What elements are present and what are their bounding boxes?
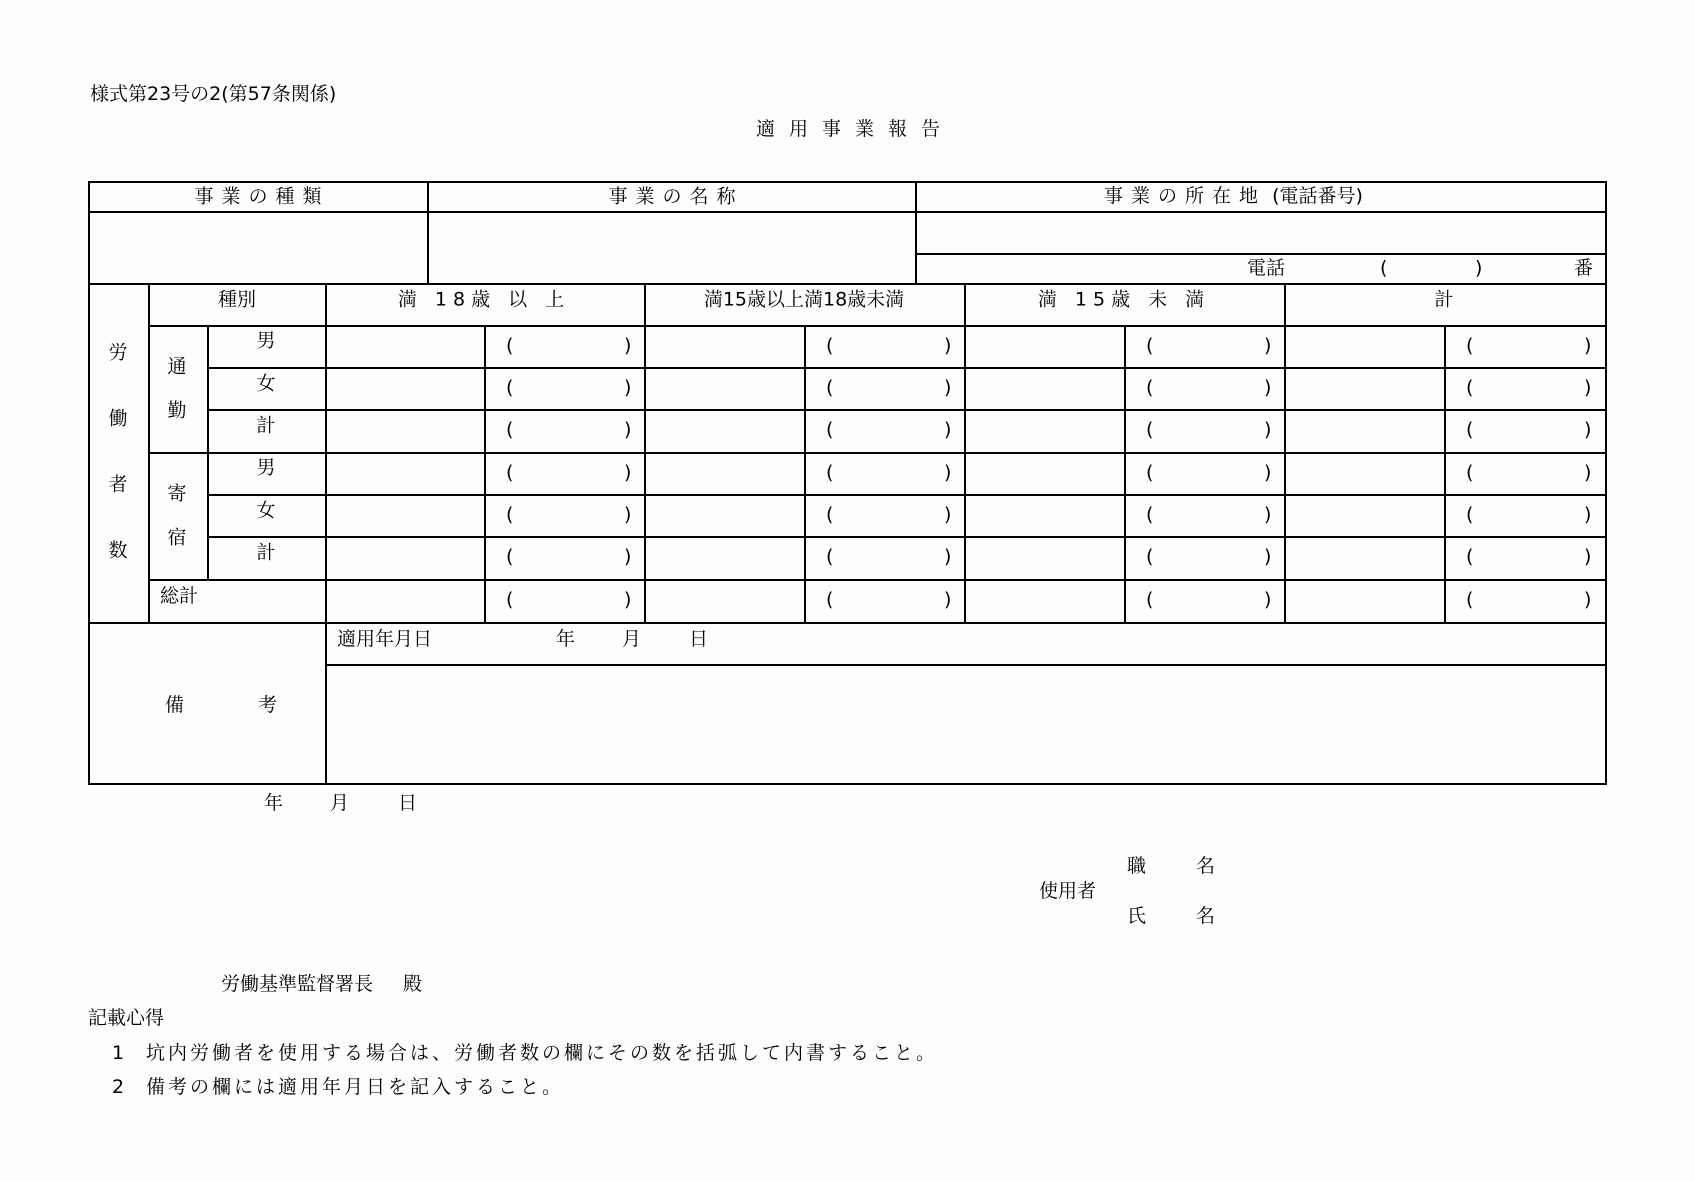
underground-count-field[interactable]	[520, 332, 620, 360]
worker-count-field[interactable]	[968, 412, 1120, 448]
paren-open: (	[826, 418, 834, 441]
underground-count-field[interactable]	[840, 543, 940, 571]
report-date-month: 月	[330, 792, 350, 814]
paren-close: )	[944, 588, 952, 611]
group-commute-label: 勤	[167, 399, 187, 422]
underground-count-field[interactable]	[1160, 586, 1260, 614]
worker-count-field[interactable]	[648, 497, 800, 533]
group-dormitory-label: 宿	[167, 526, 187, 549]
addressee-honorific: 殿	[403, 973, 423, 995]
worker-count-field[interactable]	[648, 412, 800, 448]
location-phone-note: (電話番号)	[1272, 185, 1363, 207]
name-label: 氏 名	[1127, 905, 1238, 927]
worker-count-field[interactable]	[329, 412, 481, 448]
paren-open: (	[1146, 461, 1154, 484]
position-label: 職 名	[1127, 855, 1238, 877]
workers-label-char: 者	[108, 473, 128, 496]
paren-close: )	[1584, 503, 1592, 526]
group-dormitory-label: 寄	[167, 482, 187, 505]
row-label-subtotal: 計	[256, 541, 276, 564]
paren-close: )	[624, 503, 632, 526]
business-name-field[interactable]	[431, 215, 911, 279]
addressee	[221, 975, 422, 994]
underground-count-field[interactable]	[1160, 459, 1260, 487]
column-header-15-18: 満15歳以上満18歳未満	[703, 288, 905, 311]
paren-close: )	[1264, 334, 1272, 357]
paren-close: )	[944, 503, 952, 526]
addressee-office: 労働基準監督署長	[221, 973, 374, 995]
apply-date-day: 日	[689, 628, 709, 650]
location-label: 事業の所在地	[1104, 185, 1267, 207]
underground-count-field[interactable]	[1160, 416, 1260, 444]
worker-count-field[interactable]	[329, 582, 481, 618]
paren-open: (	[506, 418, 514, 441]
paren-open: (	[1146, 588, 1154, 611]
underground-count-field[interactable]	[520, 459, 620, 487]
underground-count-field[interactable]	[1480, 416, 1580, 444]
phone-suffix: 番	[1574, 257, 1594, 279]
remarks-label: 備 考	[165, 694, 312, 716]
row-label-female: 女	[256, 499, 276, 522]
paren-open: (	[826, 588, 834, 611]
paren-close: )	[1264, 545, 1272, 568]
employer-label: 使用者	[1039, 880, 1097, 902]
worker-count-field[interactable]	[1288, 539, 1440, 575]
paren-close: )	[1584, 545, 1592, 568]
underground-count-field[interactable]	[1160, 543, 1260, 571]
underground-count-field[interactable]	[1480, 459, 1580, 487]
underground-count-field[interactable]	[1480, 501, 1580, 529]
worker-count-field[interactable]	[329, 497, 481, 533]
paren-open: (	[1146, 503, 1154, 526]
column-header-under-15: 満 15歳 未 満	[1037, 288, 1211, 311]
paren-open: (	[1466, 545, 1474, 568]
paren-close: )	[1264, 503, 1272, 526]
worker-count-field[interactable]	[648, 539, 800, 575]
paren-open: (	[506, 376, 514, 399]
paren-close: )	[624, 376, 632, 399]
paren-open: (	[1146, 376, 1154, 399]
phone-label: 電話	[1247, 257, 1286, 279]
paren-close: )	[1584, 461, 1592, 484]
paren-open: (	[506, 461, 514, 484]
worker-count-field[interactable]	[329, 328, 481, 364]
apply-date-label: 適用年月日	[337, 628, 433, 650]
paren-close: )	[1584, 588, 1592, 611]
worker-count-field[interactable]	[648, 455, 800, 491]
worker-count-field[interactable]	[968, 497, 1120, 533]
underground-count-field[interactable]	[1480, 374, 1580, 402]
paren-close: )	[624, 418, 632, 441]
report-date-year: 年	[264, 792, 284, 814]
note-text: 備考の欄には適用年月日を記入すること。	[146, 1076, 565, 1098]
workers-label-char: 労	[108, 341, 128, 364]
underground-count-field[interactable]	[1160, 501, 1260, 529]
paren-open: (	[1466, 461, 1474, 484]
paren-open: (	[1466, 334, 1474, 357]
underground-count-field[interactable]	[1480, 586, 1580, 614]
row-label-subtotal: 計	[256, 414, 276, 437]
paren-close: )	[1264, 418, 1272, 441]
paren-close: )	[1584, 334, 1592, 357]
worker-count-field[interactable]	[1288, 328, 1440, 364]
worker-count-field[interactable]	[968, 328, 1120, 364]
paren-close: )	[1584, 418, 1592, 441]
underground-count-field[interactable]	[520, 501, 620, 529]
paren-open: (	[1466, 376, 1474, 399]
paren-open: (	[506, 588, 514, 611]
paren-close: )	[944, 376, 952, 399]
underground-count-field[interactable]	[520, 586, 620, 614]
paren-close: )	[944, 334, 952, 357]
page-title: 適用事業報告	[756, 118, 955, 140]
paren-open: (	[826, 334, 834, 357]
apply-date-year: 年	[556, 628, 576, 650]
workers-label-char: 数	[108, 539, 128, 562]
paren-open: (	[826, 461, 834, 484]
underground-count-field[interactable]	[840, 332, 940, 360]
note-number: 2	[112, 1076, 125, 1098]
business-location-header	[1104, 187, 1363, 206]
paren-open: (	[1146, 545, 1154, 568]
worker-count-field[interactable]	[968, 370, 1120, 406]
paren-close: )	[624, 334, 632, 357]
paren-open: (	[506, 334, 514, 357]
paren-open: (	[1146, 334, 1154, 357]
paren-open: (	[1146, 418, 1154, 441]
business-name-header: 事業の名称	[608, 185, 744, 208]
paren-open: (	[826, 376, 834, 399]
underground-count-field[interactable]	[520, 374, 620, 402]
underground-count-field[interactable]	[520, 543, 620, 571]
note-text: 坑内労働者を使用する場合は、労働者数の欄にその数を括弧して内書すること。	[146, 1042, 939, 1064]
worker-count-field[interactable]	[1288, 455, 1440, 491]
paren-close: )	[944, 418, 952, 441]
phone-paren-open: (	[1380, 257, 1388, 279]
column-header-18-over: 満 18歳 以 上	[397, 288, 571, 311]
underground-count-field[interactable]	[840, 586, 940, 614]
category-header: 種別	[217, 288, 257, 311]
underground-count-field[interactable]	[840, 374, 940, 402]
business-location-field[interactable]	[919, 215, 1601, 249]
paren-open: (	[1466, 588, 1474, 611]
business-type-field[interactable]	[92, 215, 422, 279]
worker-count-field[interactable]	[648, 328, 800, 364]
row-label-female: 女	[256, 372, 276, 395]
column-header-total: 計	[1434, 288, 1454, 311]
workers-label-char: 働	[108, 407, 128, 430]
notes-title: 記載心得	[88, 1007, 165, 1029]
remarks-field[interactable]	[329, 668, 1601, 780]
form-number: 様式第23号の2(第57条関係)	[90, 83, 337, 105]
worker-count-field[interactable]	[1288, 582, 1440, 618]
worker-count-field[interactable]	[329, 370, 481, 406]
underground-count-field[interactable]	[1480, 543, 1580, 571]
paren-close: )	[1264, 588, 1272, 611]
worker-count-field[interactable]	[1288, 412, 1440, 448]
worker-count-field[interactable]	[329, 539, 481, 575]
underground-count-field[interactable]	[840, 459, 940, 487]
worker-count-field[interactable]	[968, 582, 1120, 618]
paren-close: )	[1264, 376, 1272, 399]
paren-close: )	[1584, 376, 1592, 399]
paren-open: (	[1466, 418, 1474, 441]
row-label-male: 男	[256, 329, 276, 352]
paren-open: (	[506, 545, 514, 568]
paren-close: )	[624, 588, 632, 611]
group-commute-label: 通	[167, 355, 187, 378]
paren-open: (	[826, 503, 834, 526]
paren-open: (	[1466, 503, 1474, 526]
paren-close: )	[944, 545, 952, 568]
paren-close: )	[944, 461, 952, 484]
paren-close: )	[1264, 461, 1272, 484]
paren-open: (	[826, 545, 834, 568]
business-type-header: 事業の種類	[194, 185, 330, 208]
row-label-male: 男	[256, 456, 276, 479]
worker-count-field[interactable]	[648, 370, 800, 406]
worker-count-field[interactable]	[329, 455, 481, 491]
paren-open: (	[506, 503, 514, 526]
underground-count-field[interactable]	[1480, 332, 1580, 360]
underground-count-field[interactable]	[840, 416, 940, 444]
underground-count-field[interactable]	[840, 501, 940, 529]
worker-count-field[interactable]	[1288, 370, 1440, 406]
paren-close: )	[624, 545, 632, 568]
underground-count-field[interactable]	[1160, 332, 1260, 360]
paren-close: )	[624, 461, 632, 484]
underground-count-field[interactable]	[520, 416, 620, 444]
phone-paren-close: )	[1475, 257, 1483, 279]
worker-count-field[interactable]	[648, 582, 800, 618]
report-date-day: 日	[398, 792, 418, 814]
row-label-grand-total: 総計	[160, 585, 199, 607]
apply-date-month: 月	[622, 628, 642, 650]
underground-count-field[interactable]	[1160, 374, 1260, 402]
worker-count-field[interactable]	[1288, 497, 1440, 533]
note-number: 1	[112, 1042, 125, 1064]
worker-count-field[interactable]	[968, 539, 1120, 575]
worker-count-field[interactable]	[968, 455, 1120, 491]
